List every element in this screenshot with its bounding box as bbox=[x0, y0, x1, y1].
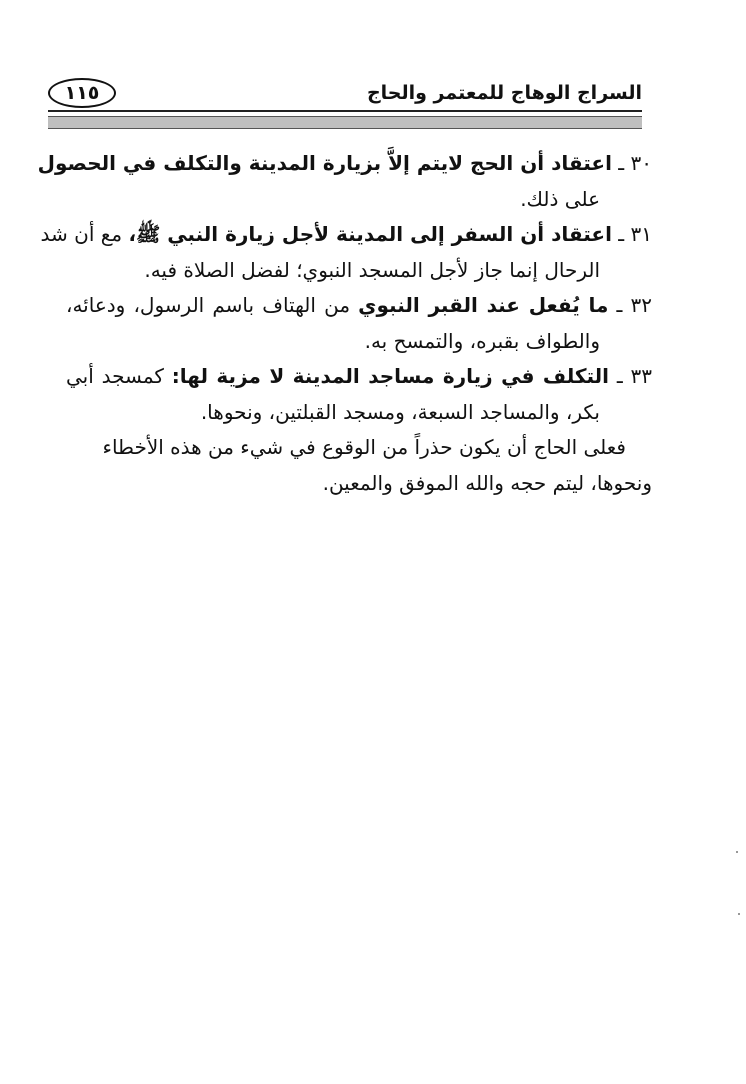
list-item-first-line bbox=[66, 359, 652, 395]
list-item-heading: ما يُفعل عند القبر النبوي bbox=[358, 293, 609, 317]
list-item bbox=[66, 288, 652, 359]
list-item-continuation: الرحال إنما جاز لأجل المسجد النبوي؛ لفضل الصلاة فيه. bbox=[144, 257, 600, 282]
list-item-heading: اعتقاد أن الحج لايتم إلاَّ بزيارة المدينة والتكلف في الحصول bbox=[37, 151, 612, 175]
header-rule-line bbox=[48, 110, 642, 112]
list-item-continuation: بكر، والمساجد السبعة، ومسجد القبلتين، ونحوها. bbox=[200, 399, 600, 424]
list-item-rest: مع أن شد bbox=[40, 222, 129, 246]
closing-line-2: ونحوها، ليتم حجه والله الموفق والمعين. bbox=[322, 470, 652, 495]
list-item-number: ٣٠ ـ bbox=[618, 151, 652, 175]
list-item-heading: اعتقاد أن السفر إلى المدينة لأجل زيارة النبي ﷺ، bbox=[128, 222, 612, 246]
running-title: السراج الوهاج للمعتمر والحاج bbox=[366, 82, 642, 104]
page-header bbox=[0, 0, 746, 140]
closing-paragraph bbox=[66, 430, 652, 501]
list-item-rest: من الهتاف باسم الرسول، ودعائه، bbox=[66, 293, 359, 317]
list-item-number: ٣٢ ـ bbox=[616, 293, 653, 317]
header-rule-band bbox=[48, 116, 642, 129]
page-number-badge bbox=[48, 78, 116, 108]
list-item-continuation: على ذلك. bbox=[520, 186, 600, 211]
list-item-number: ٣٣ ـ bbox=[616, 364, 653, 388]
list-item bbox=[66, 359, 652, 430]
list-item-first-line bbox=[66, 288, 652, 324]
list-item-first-line bbox=[37, 146, 652, 182]
page-number: ١١٥ bbox=[64, 81, 100, 104]
list-item-rest: كمسجد أبي bbox=[66, 364, 172, 388]
closing-line-1: فعلى الحاج أن يكون حذراً من الوقوع في شيء من هذه الأخطاء bbox=[102, 435, 626, 459]
scan-speck bbox=[738, 913, 740, 915]
list-item-first-line bbox=[40, 217, 652, 253]
scan-speck bbox=[736, 851, 738, 853]
list-item bbox=[37, 146, 652, 217]
list-item-heading: التكلف في زيارة مساجد المدينة لا مزية لها: bbox=[171, 364, 610, 388]
list-item bbox=[40, 217, 652, 288]
list-item-continuation: والطواف بقبره، والتمسح به. bbox=[364, 328, 600, 353]
list-item-number: ٣١ ـ bbox=[618, 222, 652, 246]
page-body bbox=[37, 146, 653, 501]
